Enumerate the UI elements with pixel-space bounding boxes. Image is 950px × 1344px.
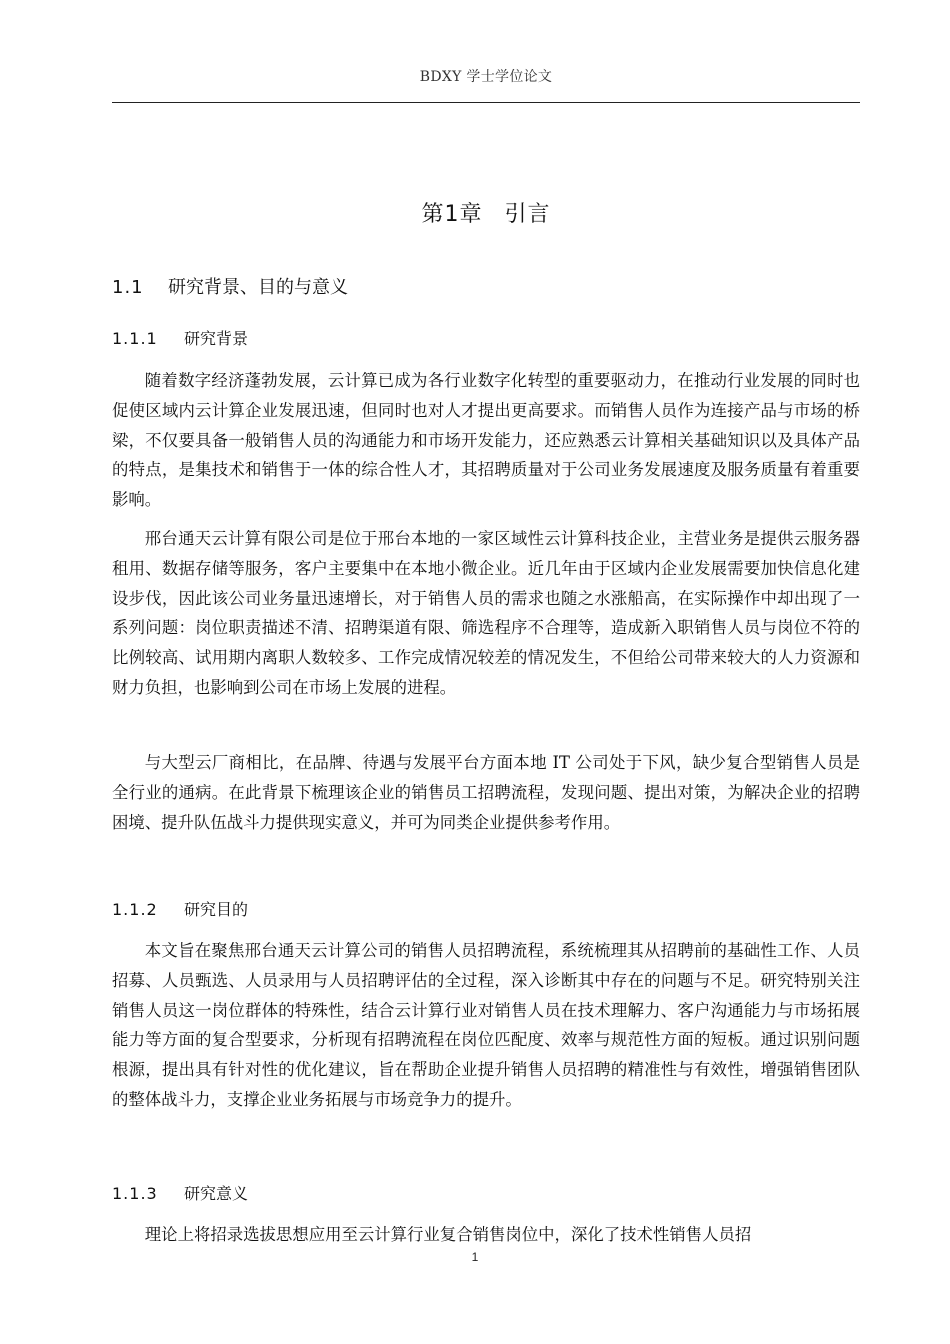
- subsection-number: 1.1.1: [112, 329, 158, 348]
- header-divider: [112, 102, 860, 103]
- subsection-number: 1.1.2: [112, 900, 158, 919]
- paragraph-purpose-1: 本文旨在聚焦邢台通天云计算公司的销售人员招聘流程，系统梳理其从招聘前的基础性工作、人员招募、人员甄选、人员录用与人员招聘评估的全过程，深入诊断其中存在的问题与不足。研究特别关注销售人员这一岗位群体的特殊性，结合云计算行业对销售人员在技术理解力、客户沟通能力与市场拓展能力等方面的复合型要求，分析现有招聘流程在岗位匹配度、效率与规范性方面的短板。通过识别问题根源，提出具有针对性的优化建议，旨在帮助企业提升销售人员招聘的精准性与有效性，增强销售团队的整体战斗力，支撑企业业务拓展与市场竞争力的提升。: [112, 941, 860, 1109]
- running-header: BDXY 学士学位论文: [419, 69, 553, 85]
- section-heading-1-1: [112, 273, 348, 299]
- subsection-heading-1-1-3: [112, 1181, 248, 1204]
- chapter-number: 第1章: [421, 202, 483, 227]
- subsection-title: 研究意义: [184, 1184, 249, 1203]
- subsection-title: 研究背景: [184, 329, 249, 348]
- subsection-number: 1.1.3: [112, 1184, 158, 1203]
- chapter-title: 引言: [504, 202, 551, 227]
- chapter-heading: [112, 197, 860, 228]
- page-number: 1: [471, 1250, 479, 1264]
- paragraph-significance-1: 理论上将招录选拔思想应用至云计算行业复合销售岗位中，深化了技术性销售人员招: [144, 1225, 752, 1244]
- paragraph-background-3: 与大型云厂商相比，在品牌、待遇与发展平台方面本地 IT 公司处于下风，缺少复合型销售人员是全行业的通病。在此背景下梳理该企业的销售员工招聘流程，发现问题、提出对策，为解决企业的招聘困境、提升队伍战斗力提供现实意义，并可为同类企业提供参考作用。: [112, 753, 860, 832]
- paragraph-background-1: 随着数字经济蓬勃发展，云计算已成为各行业数字化转型的重要驱动力，在推动行业发展的同时也促使区域内云计算企业发展迅速，但同时也对人才提出更高要求。而销售人员作为连接产品与市场的桥梁，不仅要具备一般销售人员的沟通能力和市场开发能力，还应熟悉云计算相关基础知识以及具体产品的特点，是集技术和销售于一体的综合性人才，其招聘质量对于公司业务发展速度及服务质量有着重要影响。: [112, 371, 860, 510]
- section-number: 1.1: [112, 277, 144, 298]
- subsection-heading-1-1-2: [112, 897, 248, 920]
- paragraph-background-2: 邢台通天云计算有限公司是位于邢台本地的一家区域性云计算科技企业，主营业务是提供云服务器租用、数据存储等服务，客户主要集中在本地小微企业。近几年由于区域内企业发展需要加快信息化建设步伐，因此该公司业务量迅速增长，对于销售人员的需求也随之水涨船高，在实际操作中却出现了一系列问题：岗位职责描述不清、招聘渠道有限、筛选程序不合理等，造成新入职销售人员与岗位不符的比例较高、试用期内离职人数较多、工作完成情况较差的情况发生，不但给公司带来较大的人力资源和财力负担，也影响到公司在市场上发展的进程。: [112, 529, 860, 697]
- subsection-title: 研究目的: [184, 900, 249, 919]
- section-title: 研究背景、目的与意义: [168, 277, 348, 298]
- subsection-heading-1-1-1: [112, 326, 248, 349]
